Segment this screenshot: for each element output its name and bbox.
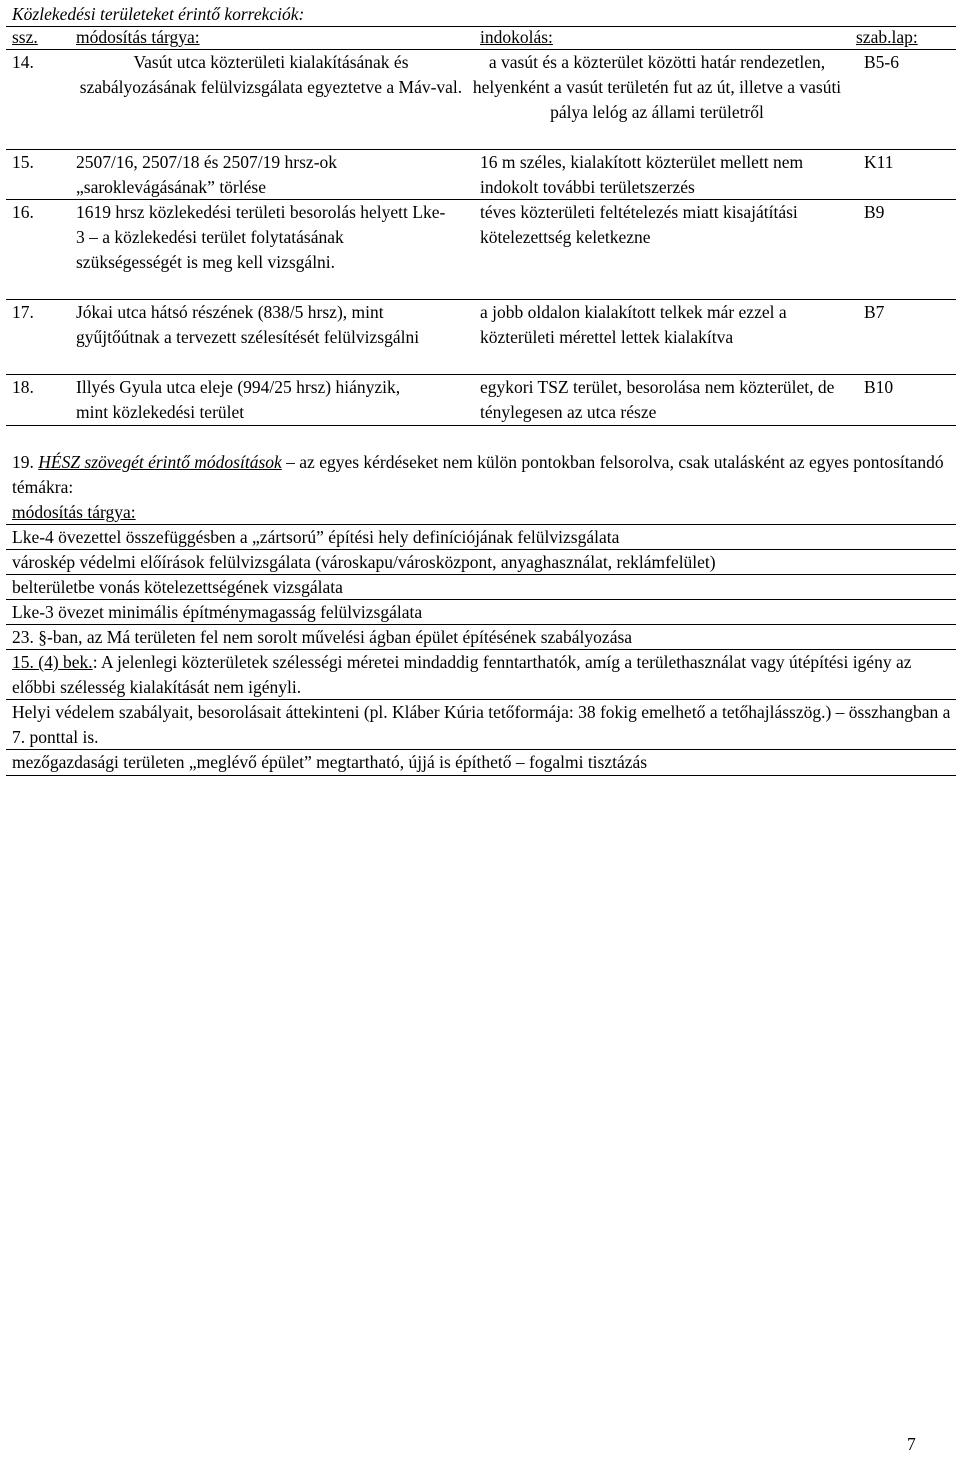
section19-intro (6, 450, 956, 500)
row-reason: a vasút és a közterület közötti határ rendezetlen, helyenként a vasút területén fut az út, illetve a vasúti pálya lelóg az állami területről (472, 52, 842, 122)
header-topic: módosítás tárgya: (76, 27, 200, 47)
header-num: ssz. (12, 27, 38, 47)
row-topic: Vasút utca közterületi kialakításának és szabályozásának felülvizsgálata egyeztetve a Máv-val. (79, 52, 463, 97)
row-num: 16. (12, 202, 34, 222)
list-item: Lke-4 övezettel összefüggésben a „zártsorú” építési hely definíciójának felülvizsgálata (6, 525, 956, 550)
page-number: 7 (907, 1434, 916, 1454)
row-sheet: K11 (864, 152, 894, 172)
table-row (6, 150, 956, 200)
table-row (6, 300, 956, 375)
section19-title: HÉSZ szövegét érintő módosítások (38, 452, 282, 472)
section19-subheader-text: módosítás tárgya: (12, 502, 136, 522)
row-reason: egykori TSZ terület, besorolása nem közterület, de ténylegesen az utca része (480, 377, 835, 422)
section-heading: Közlekedési területeket érintő korrekciók: (12, 4, 305, 24)
row-num: 17. (12, 302, 34, 322)
section19-intro-text: – az egyes kérdéseket nem külön pontokban felsorolva, csak utalásként az egyes pontosítandó témákra: (12, 452, 944, 497)
row-num: 18. (12, 377, 34, 397)
row-num: 14. (12, 52, 34, 72)
list-item: belterületbe vonás kötelezettségének vizsgálata (6, 575, 956, 600)
header-reason: indokolás: (480, 27, 553, 47)
row-topic: Jókai utca hátsó részének (838/5 hrsz), mint gyűjtőútnak a tervezett szélesítését felülvizsgálni (76, 302, 420, 347)
list-item: Lke-3 övezet minimális építménymagasság felülvizsgálata (6, 600, 956, 625)
row-topic: 1619 hrsz közlekedési területi besorolás helyett Lke-3 – a közlekedési terület folytatásának szükségességét is meg kell vizsgálni. (76, 202, 446, 272)
item15-ref: 15. (4) bek. (12, 652, 93, 672)
list-item-mezo: mezőgazdasági területen „meglévő épület” megtartható, újjá is építhető – fogalmi tisztázás (6, 750, 956, 776)
row-sheet: B7 (864, 302, 885, 322)
list-item-15-4 (6, 650, 956, 700)
row-num: 15. (12, 152, 34, 172)
list-item-helyi: Helyi védelem szabályait, besorolásait áttekinteni (pl. Kláber Kúria tetőformája: 38 fokig emelhető a tetőhajlásszög.) – összhangban a 7. ponttal is. (6, 700, 956, 750)
table-row (6, 200, 956, 300)
row-reason: 16 m széles, kialakított közterület mellett nem indokolt további területszerzés (480, 152, 804, 197)
item15-text: : A jelenlegi közterületek szélességi méretei mindaddig fenntarthatók, amíg a területhasználat vagy útépítési igény az előbbi szélesség kialakítását nem igényli. (12, 652, 912, 697)
table-row (6, 50, 956, 150)
list-item: 23. §-ban, az Má területen fel nem sorolt művelési ágban épület építésének szabályozása (6, 625, 956, 650)
section19-subheader (6, 500, 956, 525)
header-sheet: szab.lap: (856, 27, 918, 47)
row-topic: Illyés Gyula utca eleje (994/25 hrsz) hiányzik, mint közlekedési terület (76, 377, 401, 422)
table-header (6, 26, 956, 50)
row-sheet: B9 (864, 202, 885, 222)
row-reason: a jobb oldalon kialakított telkek már ezzel a közterületi mérettel lettek kialakítva (480, 302, 787, 347)
table-row (6, 375, 956, 426)
row-reason: téves közterületi feltételezés miatt kisajátítási kötelezettség keletkezne (480, 202, 798, 247)
list-item: városkép védelmi előírások felülvizsgálata (városkapu/városközpont, anyaghasználat, reklámfelület) (6, 550, 956, 575)
row-sheet: B5-6 (864, 52, 899, 72)
row-sheet: B10 (864, 377, 894, 397)
row-topic: 2507/16, 2507/18 és 2507/19 hrsz-ok „saroklevágásának” törlése (76, 152, 338, 197)
section19-number: 19. (12, 452, 34, 472)
